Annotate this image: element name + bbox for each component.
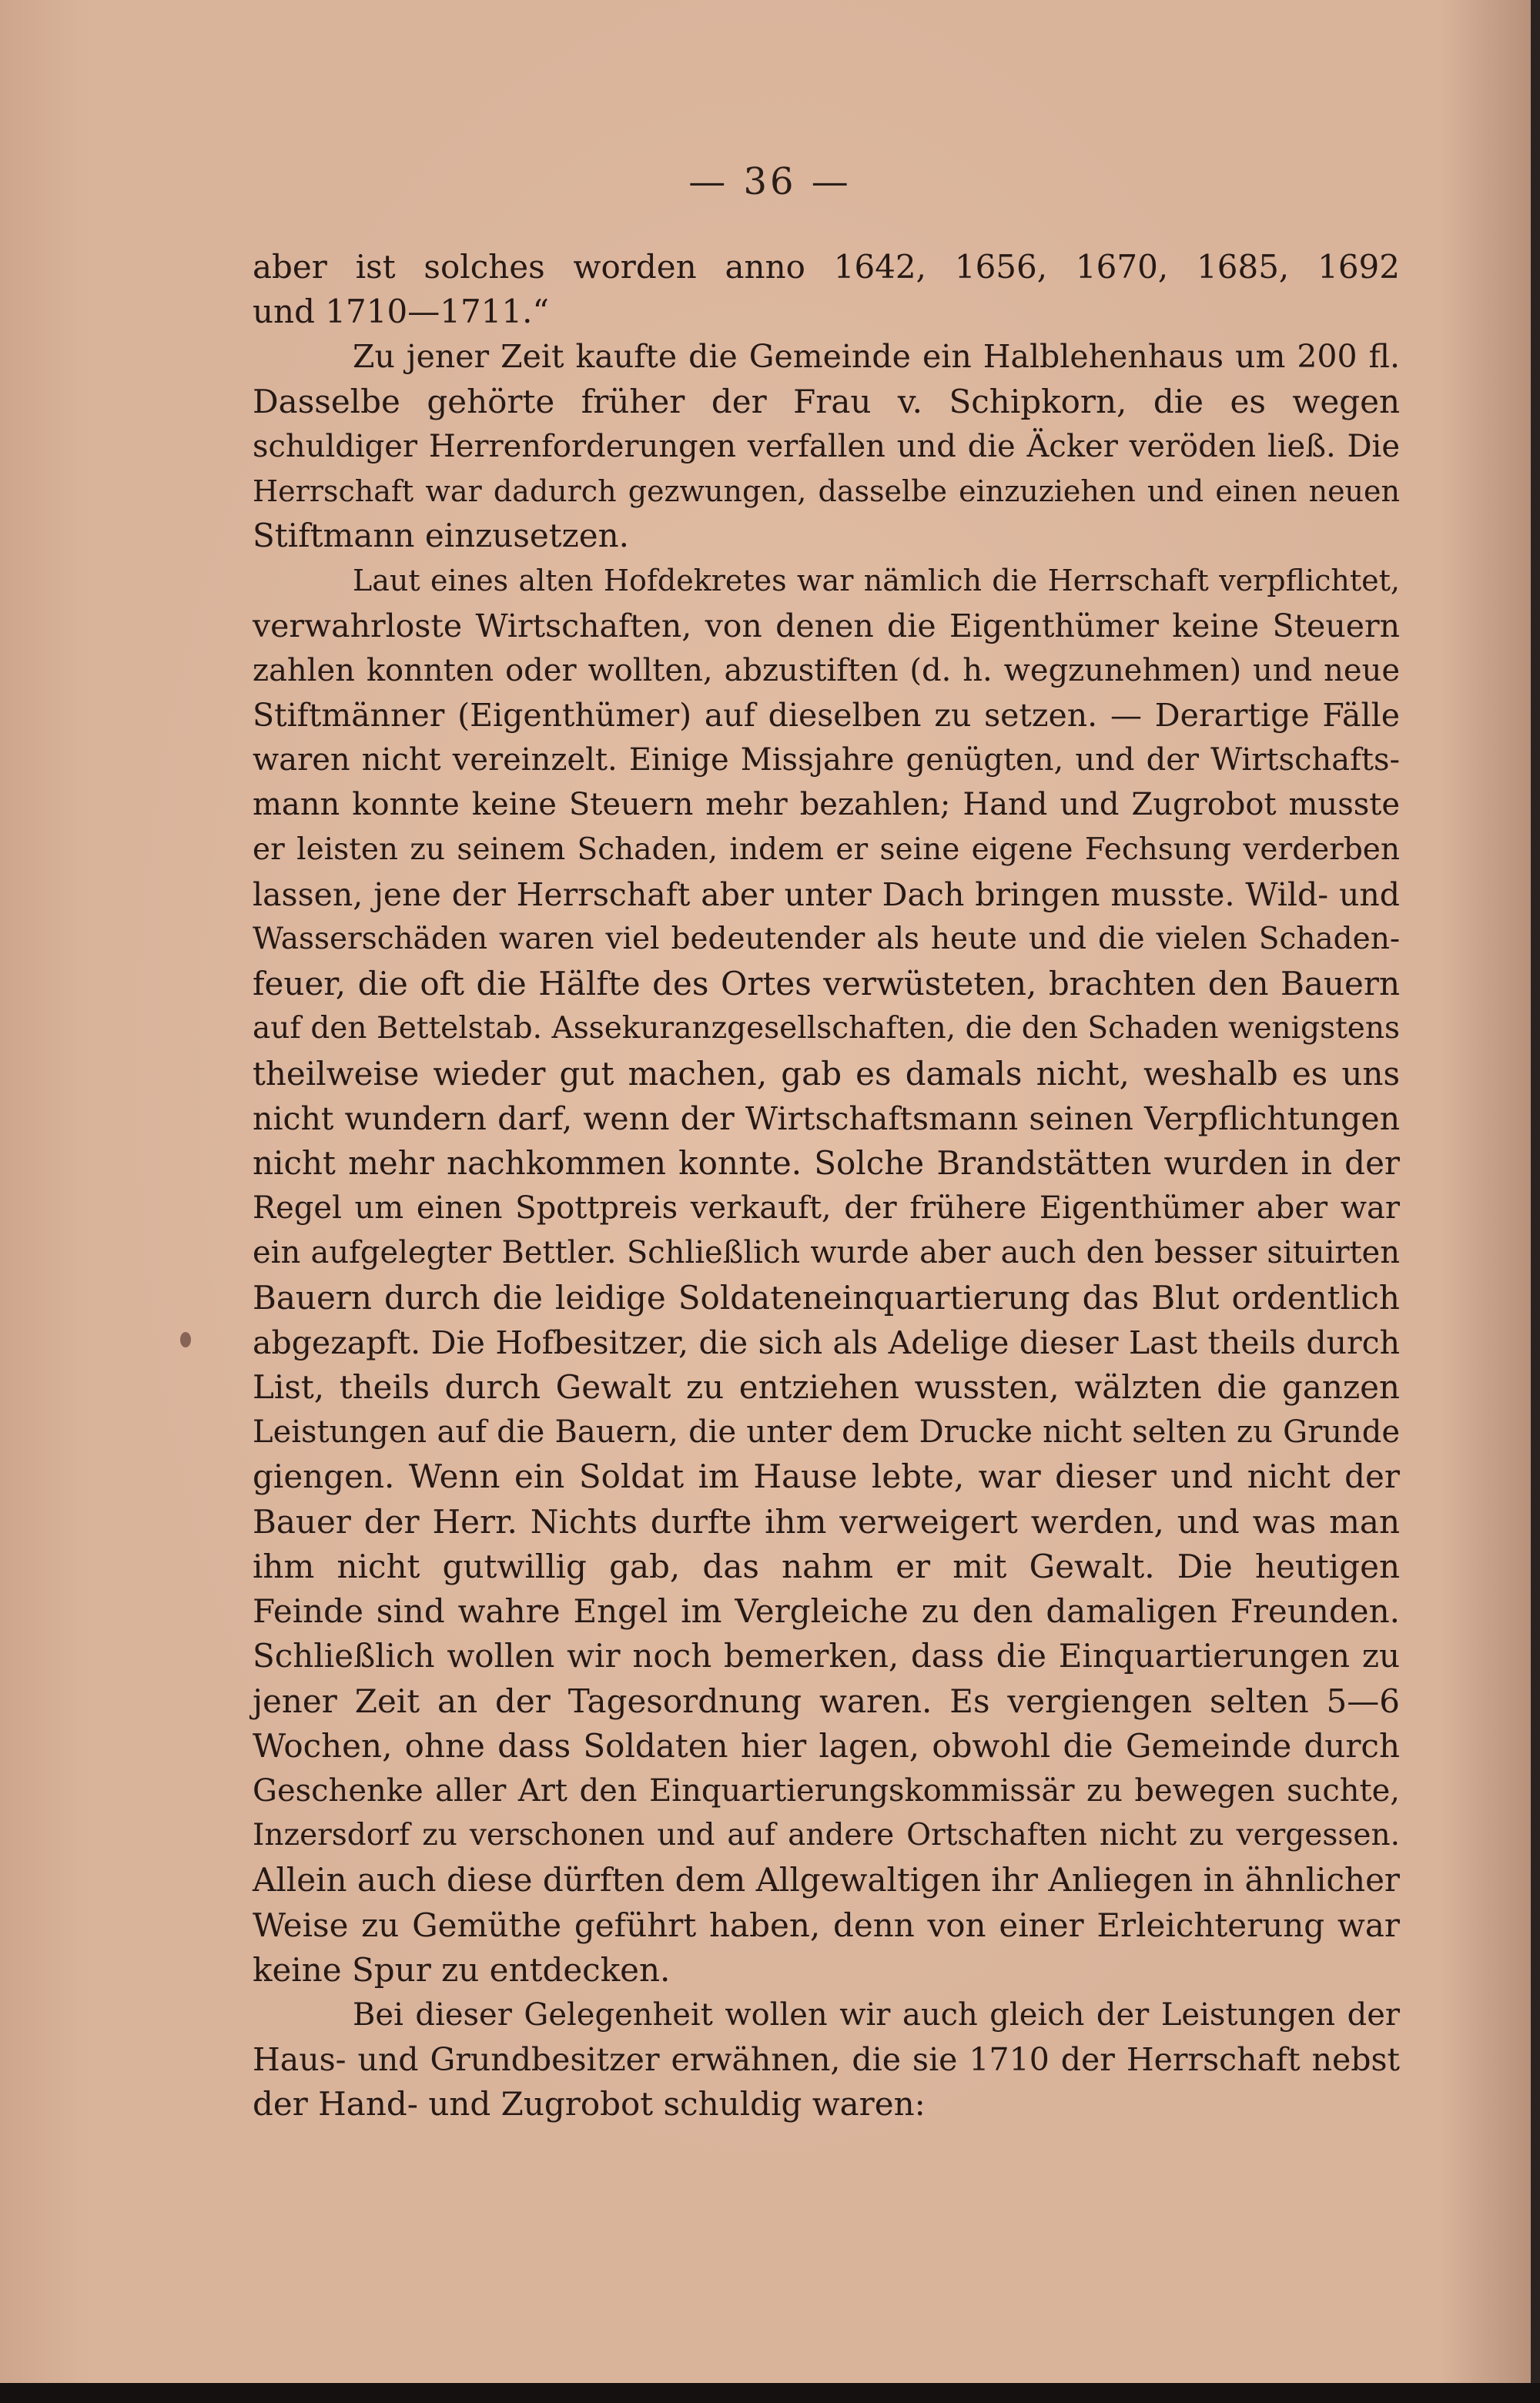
text-line: nicht mehr nachkommen konnte. Solche Brandstätten wurden in der bbox=[253, 1144, 1400, 1183]
text-line: Dasselbe gehörte früher der Frau v. Schipkorn, die es wegen bbox=[253, 382, 1400, 420]
text-line: Stiftmann einzusetzen. bbox=[253, 517, 630, 555]
text-line: verwahrloste Wirtschaften, von denen die Eigenthümer keine Steuern bbox=[253, 607, 1400, 644]
text-line: ein aufgelegter Bettler. Schließlich wurde aber auch den besser situirten bbox=[253, 1235, 1400, 1271]
text-line: Leistungen auf die Bauern, die unter dem Drucke nicht selten zu Grunde bbox=[253, 1414, 1400, 1451]
text-line: zahlen konnten oder wollten, abzustiften (d. h. wegzunehmen) und neue bbox=[253, 652, 1400, 688]
text-line: Geschenke aller Art den Einquartierungskommissär zu bewegen suchte, bbox=[253, 1772, 1400, 1809]
text-line: List, theils durch Gewalt zu entziehen wussten, wälzten die ganzen bbox=[253, 1368, 1400, 1407]
body-text bbox=[253, 245, 1400, 2127]
text-line: schuldiger Herrenforderungen verfallen und die Äcker veröden ließ. Die bbox=[253, 428, 1400, 464]
text-line: Bauer der Herr. Nichts durfte ihm verweigert werden, und was man bbox=[253, 1502, 1400, 1541]
text-line: giengen. Wenn ein Soldat im Hause lebte, war dieser und nicht der bbox=[253, 1458, 1400, 1496]
text-line: abgezapft. Die Hofbesitzer, die sich als Adelige dieser Last theils durch bbox=[253, 1324, 1400, 1361]
text-line: Wasserschäden waren viel bedeutender als heute und die vielen Schaden- bbox=[253, 922, 1400, 957]
text-line: theilweise wieder gut machen, gab es damals nicht, weshalb es uns bbox=[253, 1054, 1400, 1093]
text-line: Allein auch diese dürften dem Allgewaltigen ihr Anliegen in ähnlicher bbox=[253, 1861, 1400, 1899]
text-line: Feinde sind wahre Engel im Vergleiche zu den damaligen Freunden. bbox=[253, 1592, 1400, 1631]
text-line: keine Spur zu entdecken. bbox=[253, 1950, 671, 1989]
text-line: Zu jener Zeit kaufte die Gemeinde ein Halblehenhaus um 200 fl. bbox=[353, 338, 1400, 376]
text-line: feuer, die oft die Hälfte des Ortes verwüsteten, brachten den Bauern bbox=[253, 965, 1400, 1003]
text-line: mann konnte keine Steuern mehr bezahlen; Hand und Zugrobot musste bbox=[253, 787, 1400, 823]
text-line: Stiftmänner (Eigenthümer) auf dieselben zu setzen. — Derartige Fälle bbox=[253, 697, 1400, 735]
text-line: Haus- und Grundbesitzer erwähnen, die sie 1710 der Herrschaft nebst bbox=[253, 2041, 1400, 2079]
scan-edge-bottom bbox=[0, 2383, 1540, 2403]
text-line: Bauern durch die leidige Soldateneinquartierung das Blut ordentlich bbox=[253, 1278, 1400, 1317]
text-line: nicht wundern darf, wenn der Wirtschaftsmann seinen Verpflichtungen bbox=[253, 1099, 1400, 1137]
text-line: jener Zeit an der Tagesordnung waren. Es vergiengen selten 5—6 bbox=[253, 1682, 1400, 1720]
text-line: lassen, jene der Herrschaft aber unter Dach bringen musste. Wild- und bbox=[253, 875, 1400, 913]
text-line: Bei dieser Gelegenheit wollen wir auch gleich der Leistungen der bbox=[353, 1996, 1400, 2033]
text-line: Wochen, ohne dass Soldaten hier lagen, obwohl die Gemeinde durch bbox=[253, 1726, 1400, 1765]
text-line: der Hand- und Zugrobot schuldig waren: bbox=[253, 2085, 926, 2124]
text-line: Schließlich wollen wir noch bemerken, dass die Einquartierungen zu bbox=[253, 1637, 1400, 1675]
text-line: aber ist solches worden anno 1642, 1656, 1670, 1685, 1692 bbox=[253, 248, 1400, 286]
text-line: Herrschaft war dadurch gezwungen, dasselbe einzuziehen und einen neuen bbox=[253, 474, 1400, 509]
page-number: — 36 — bbox=[688, 160, 852, 203]
ink-spot bbox=[180, 1332, 191, 1347]
text-line: ihm nicht gutwillig gab, das nahm er mit Gewalt. Die heutigen bbox=[253, 1547, 1400, 1585]
scan-edge-right bbox=[1531, 0, 1540, 2403]
text-line: Laut eines alten Hofdekretes war nämlich die Herrschaft verpflichtet, bbox=[353, 564, 1400, 598]
text-line: Weise zu Gemüthe geführt haben, denn von einer Erleichterung war bbox=[253, 1906, 1400, 1944]
text-line: Inzersdorf zu verschonen und auf andere Ortschaften nicht zu vergessen. bbox=[253, 1818, 1400, 1853]
text-line: auf den Bettelstab. Assekuranzgesellschaften, die den Schaden wenigstens bbox=[253, 1011, 1400, 1046]
text-line: und 1710—1711.“ bbox=[253, 293, 549, 331]
text-line: er leisten zu seinem Schaden, indem er seine eigene Fechsung verderben bbox=[253, 832, 1400, 867]
text-line: waren nicht vereinzelt. Einige Missjahre genügten, und der Wirtschafts- bbox=[253, 742, 1400, 778]
text-line: Regel um einen Spottpreis verkauft, der frühere Eigenthümer aber war bbox=[253, 1190, 1400, 1227]
